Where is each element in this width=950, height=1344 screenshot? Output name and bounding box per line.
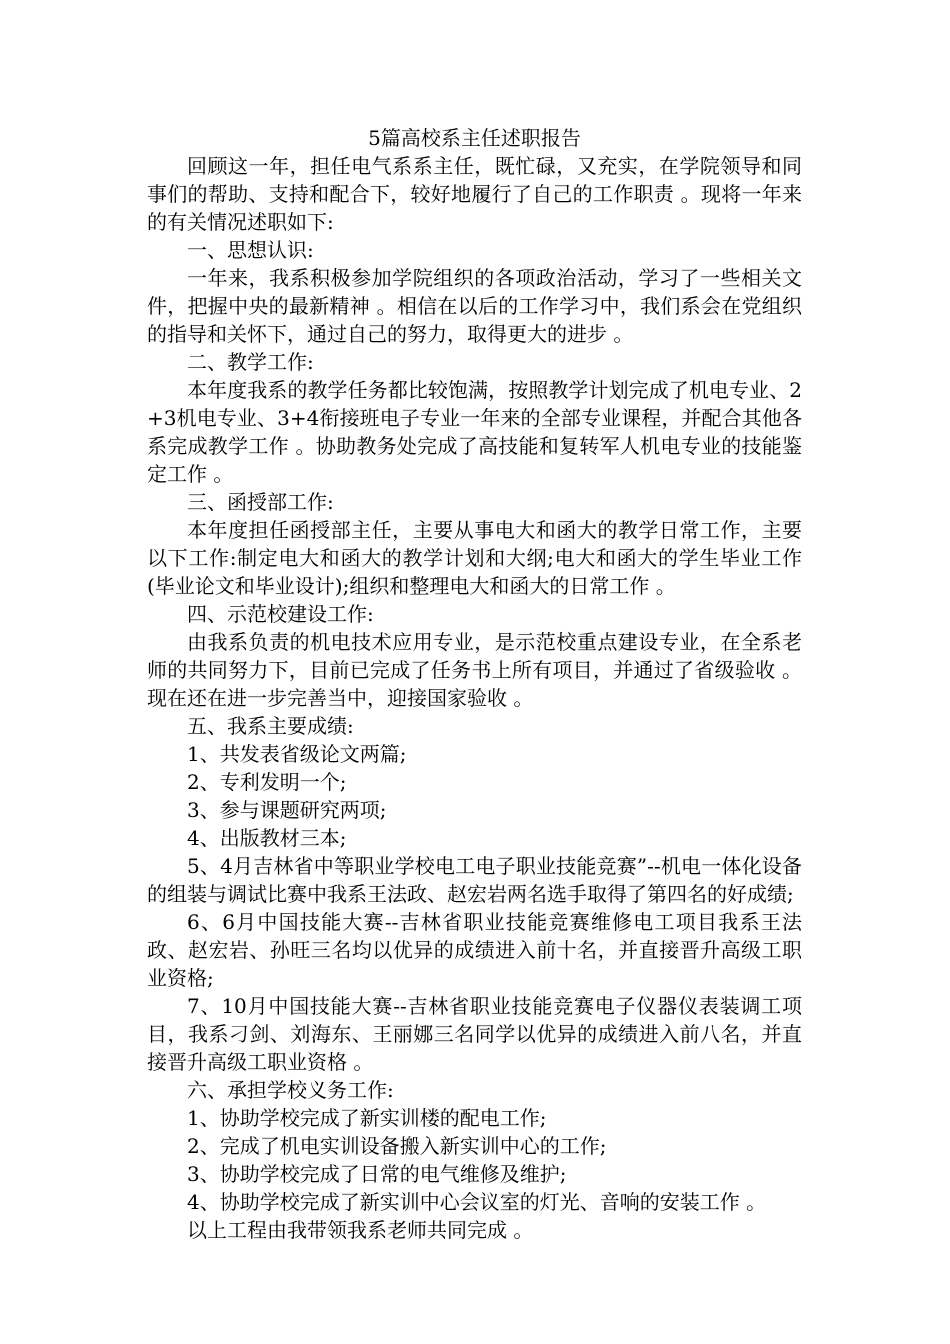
- achievement-item: 7、10月中国技能大赛--吉林省职业技能竞赛电子仪器仪表装调工项目，我系刁剑、刘海东、王丽娜三名同学以优异的成绩进入前八名，并直接晋升高级工职业资格 。: [147, 994, 802, 1074]
- achievement-item: 4、出版教材三本;: [187, 826, 347, 850]
- paragraph-model-school: 由我系负责的机电技术应用专业，是示范校重点建设专业，在全系老师的共同努力下，目前已完成了任务书上所有项目，并通过了省级验收 。现在还在进一步完善当中，迎接国家验收 。: [147, 630, 802, 710]
- duty-item: 3、协助学校完成了日常的电气维修及维护;: [187, 1162, 567, 1186]
- paragraph-intro: 回顾这一年，担任电气系系主任，既忙碌，又充实，在学院领导和同事们的帮助、支持和配合下，较好地履行了自己的工作职责 。现将一年来的有关情况述职如下:: [147, 154, 802, 234]
- paragraph-teaching: 本年度我系的教学任务都比较饱满，按照教学计划完成了机电专业、2+3机电专业、3+4衔接班电子专业一年来的全部专业课程，并配合其他各系完成教学工作 。协助教务处完成了高技能和复转军人机电专业的技能鉴定工作 。: [147, 378, 802, 486]
- document-page: [147, 124, 802, 1244]
- section-heading-model-school: 四、示范校建设工作:: [187, 602, 374, 626]
- duty-item: 4、协助学校完成了新实训中心会议室的灯光、音响的安装工作 。: [187, 1190, 767, 1214]
- achievement-item: 1、共发表省级论文两篇;: [187, 742, 407, 766]
- paragraph-ideology: 一年来，我系积极参加学院组织的各项政治活动，学习了一些相关文件，把握中央的最新精神 。相信在以后的工作学习中，我们系会在党组织的指导和关怀下，通过自己的努力，取得更大的进步 。: [147, 266, 802, 346]
- document-title: 5篇高校系主任述职报告: [368, 126, 581, 150]
- section-heading-ideology: 一、思想认识:: [187, 238, 314, 262]
- section-heading-correspondence: 三、函授部工作:: [187, 490, 334, 514]
- document-body: [147, 152, 802, 1244]
- section-heading-duties: 六、承担学校义务工作:: [187, 1078, 394, 1102]
- paragraph-correspondence: 本年度担任函授部主任，主要从事电大和函大的教学日常工作，主要以下工作:制定电大和函大的教学计划和大纲;电大和函大的学生毕业工作(毕业论文和毕业设计);组织和整理电大和函大的日常工作 。: [147, 518, 802, 598]
- duty-item: 2、完成了机电实训设备搬入新实训中心的工作;: [187, 1134, 607, 1158]
- section-heading-achievements: 五、我系主要成绩:: [187, 714, 354, 738]
- duty-item: 1、协助学校完成了新实训楼的配电工作;: [187, 1106, 547, 1130]
- achievement-item: 3、参与课题研究两项;: [187, 798, 387, 822]
- achievement-item: 6、6月中国技能大赛--吉林省职业技能竞赛维修电工项目我系王法政、赵宏岩、孙旺三名均以优异的成绩进入前十名，并直接晋升高级工职业资格;: [147, 910, 802, 990]
- section-heading-teaching: 二、教学工作:: [187, 350, 314, 374]
- achievement-item: 5、4月吉林省中等职业学校电工电子职业技能竞赛”--机电一体化设备的组装与调试比赛中我系王法政、赵宏岩两名选手取得了第四名的好成绩;: [147, 854, 802, 906]
- paragraph-closing: 以上工程由我带领我系老师共同完成 。: [187, 1218, 534, 1242]
- achievement-item: 2、专利发明一个;: [187, 770, 347, 794]
